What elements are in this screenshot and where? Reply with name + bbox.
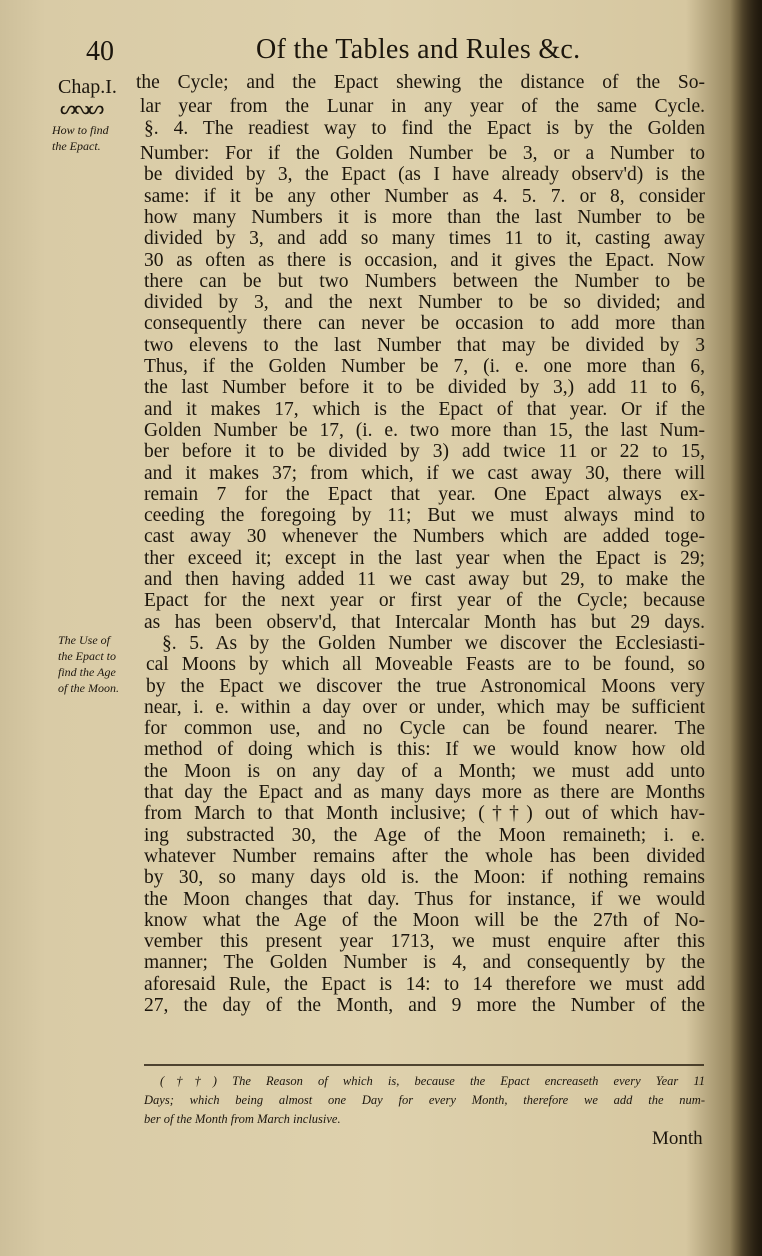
text-line: the Cycle; and the Epact shewing the distance of the So-: [136, 72, 705, 93]
text-line: for common use, and no Cycle can be found nearer. The: [144, 718, 705, 740]
catchword: Month: [652, 1128, 703, 1149]
text-line: consequently there can never be occasion to add more than: [144, 313, 705, 335]
text-line: and it makes 37; from which, if we cast away 30, there will: [144, 462, 705, 484]
text-line: Epact for the next year or first year of the Cycle; because: [144, 590, 705, 612]
text-line: Thus, if the Golden Number be 7, (i. e. one more than 6,: [144, 356, 705, 377]
text-line: know what the Age of the Moon will be the 27th of No-: [144, 909, 705, 931]
text-line: the last Number before it to be divided by 3,) add 11 to 6,: [144, 377, 705, 399]
text-line: ther exceed it; except in the last year when the Epact is 29;: [144, 547, 705, 569]
text-line: aforesaid Rule, the Epact is 14: to 14 therefore we must add: [144, 973, 705, 995]
text-line: that day the Epact and as many days more as there are Months: [144, 782, 705, 803]
margin-note-line: The Use of: [58, 633, 110, 647]
footnote-line: (††) The Reason of which is, because the Epact encreaseth every Year 11: [160, 1074, 705, 1088]
text-line: manner; The Golden Number is 4, and consequently by the: [144, 952, 705, 974]
text-line: §. 4. The readiest way to find the Epact is by the Golden: [144, 118, 705, 139]
text-line: Number: For if the Golden Number be 3, or a Number to: [140, 143, 705, 164]
text-line: from March to that Month inclusive; (††) out of which hav-: [144, 803, 705, 825]
margin-note-line: the Epact to: [58, 649, 116, 663]
text-line: same: if it be any other Number as 4. 5. 7. or 8, consider: [144, 185, 705, 207]
chapter-marker: Chap.I.: [58, 76, 117, 98]
text-line: ber before it to be divided by 3) add twice 11 or 22 to 15,: [144, 441, 705, 463]
text-line: Golden Number be 17, (i. e. two more than 15, the last Num-: [144, 419, 705, 441]
text-line: be divided by 3, the Epact (as I have already observ'd) is the: [144, 164, 705, 186]
text-line: the Moon changes that day. Thus for instance, if we would: [144, 888, 705, 910]
running-title: Of the Tables and Rules &c.: [256, 34, 581, 65]
text-line: by 30, so many days old is. the Moon: if nothing remains: [144, 867, 705, 889]
page-number: 40: [86, 36, 114, 67]
text-line: 27, the day of the Month, and 9 more the Number of the: [144, 995, 705, 1016]
text-line: divided by 3, and add so many times 11 to it, casting away: [144, 228, 705, 250]
margin-note-line: find the Age: [58, 665, 116, 679]
text-line: how many Numbers it is more than the last Number to be: [144, 206, 705, 228]
text-line: and it makes 17, which is the Epact of that year. Or if the: [144, 398, 705, 420]
margin-note-line: the Epact.: [52, 139, 101, 153]
margin-note-line: of the Moon.: [58, 681, 119, 695]
text-line: there can be but two Numbers between the Number to be: [144, 270, 705, 292]
footnote-line: Days; which being almost one Day for every Month, therefore we add the num-: [144, 1093, 705, 1107]
text-line: near, i. e. within a day over or under, which may be sufficient: [144, 696, 705, 718]
text-line: lar year from the Lunar in any year of the same Cycle.: [140, 96, 705, 117]
text-line: vember this present year 1713, we must enquire after this: [144, 931, 705, 953]
footnote-line: ber of the Month from March inclusive.: [144, 1112, 341, 1126]
text-line: ing substracted 30, the Age of the Moon remaineth; i. e.: [144, 824, 705, 846]
text-line: 30 as often as there is occasion, and it gives the Epact. Now: [144, 249, 705, 271]
text-line: §. 5. As by the Golden Number we discover the Ecclesiasti-: [162, 632, 705, 654]
text-line: method of doing which is this: If we would know how old: [144, 739, 705, 761]
text-line: by the Epact we discover the true Astronomical Moons very: [146, 675, 705, 697]
text-line: as has been observ'd, that Intercalar Month has but 29 days.: [144, 611, 705, 633]
text-line: two elevens to the last Number that may be divided by 3: [144, 334, 705, 356]
text-line: remain 7 for the Epact that year. One Epact always ex-: [144, 483, 705, 505]
text-line: cal Moons by which all Moveable Feasts are to be found, so: [146, 654, 705, 676]
text-line: and then having added 11 we cast away but 29, to make the: [144, 569, 705, 590]
text-line: ceeding the foregoing by 11; But we must always mind to: [144, 505, 705, 527]
text-line: cast away 30 whenever the Numbers which are added toge-: [144, 526, 705, 548]
footnote-rule: [144, 1064, 704, 1066]
text-line: divided by 3, and the next Number to be so divided; and: [144, 292, 705, 314]
margin-note-line: How to find: [52, 123, 109, 137]
text-line: whatever Number remains after the whole has been divided: [144, 845, 705, 867]
ornament-flourish: ᔕᔓᔕ: [60, 98, 103, 118]
text-line: the Moon is on any day of a Month; we must add unto: [144, 760, 705, 782]
